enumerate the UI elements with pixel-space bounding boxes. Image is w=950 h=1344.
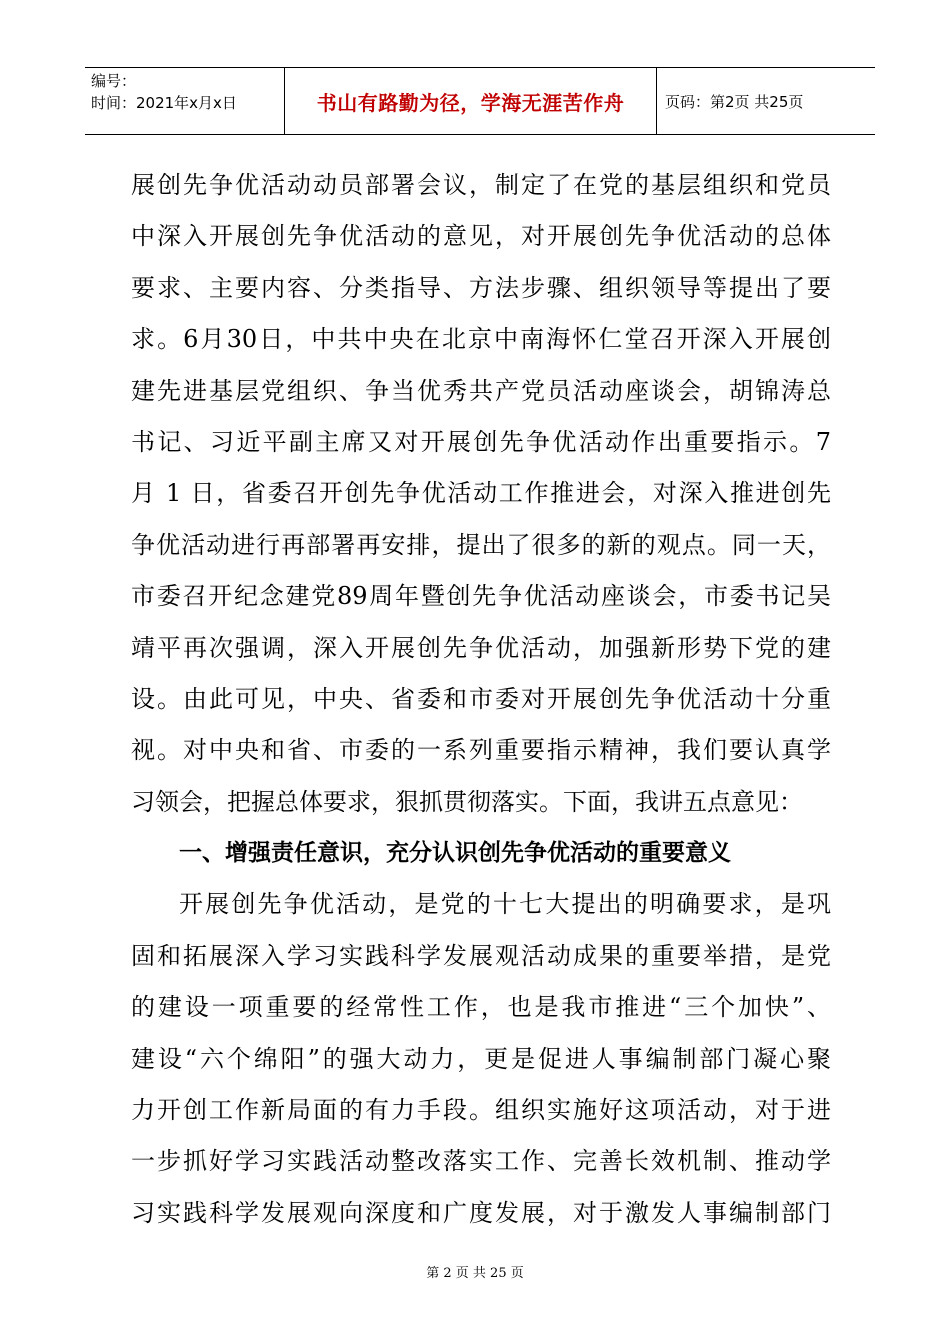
body-line: 视。对中央和省、市委的一系列重要指示精神，我们要认真学 (131, 736, 831, 765)
section-heading: 一、增强责任意识，充分认识创先争优活动的重要意义 (179, 840, 731, 867)
header-motto: 书山有路勤为径，学海无涯苦作舟 (316, 90, 625, 115)
page-footer: 第 2 页 共 25 页 (426, 1266, 524, 1281)
body-line: 一步抓好学习实践活动整改落实工作、完善长效机制、推动学 (131, 1147, 831, 1176)
header-page-cell (657, 68, 875, 134)
body-line: 力开创工作新局面的有力手段。组织实施好这项活动，对于进 (131, 1096, 831, 1125)
body-line: 要求、主要内容、分类指导、方法步骤、组织领导等提出了要 (131, 273, 831, 302)
header-motto-cell (285, 68, 657, 134)
body-line: 习实践科学发展观向深度和广度发展，对于激发人事编制部门 (131, 1198, 831, 1227)
body-line: 书记、习近平副主席又对开展创先争优活动作出重要指示。7 (131, 427, 831, 456)
body-line: 月 1 日，省委召开创先争优活动工作推进会，对深入推进创先 (131, 479, 831, 508)
body-line: 市委召开纪念建党89周年暨创先争优活动座谈会，市委书记吴 (131, 582, 831, 611)
body-line: 习领会，把握总体要求，狠抓贯彻落实。下面，我讲五点意见： (131, 787, 803, 816)
header-page-info: 页码：第2页 共25页 (665, 92, 804, 111)
body-line: 开展创先争优活动，是党的十七大提出的明确要求，是巩 (179, 890, 831, 919)
body-line: 中深入开展创先争优活动的意见，对开展创先争优活动的总体 (131, 222, 831, 251)
body-line: 靖平再次强调，深入开展创先争优活动，加强新形势下党的建 (131, 633, 831, 662)
document-header (85, 67, 875, 135)
body-line: 建设“六个绵阳”的强大动力，更是促进人事编制部门凝心聚 (131, 1044, 831, 1073)
body-line: 展创先争优活动动员部署会议，制定了在党的基层组织和党员 (131, 171, 831, 199)
header-number-label: 编号： (91, 72, 137, 90)
body-line: 固和拓展深入学习实践科学发展观活动成果的重要举措，是党 (131, 941, 831, 970)
body-line: 争优活动进行再部署再安排，提出了很多的新的观点。同一天， (131, 530, 831, 559)
body-line: 设。由此可见，中央、省委和市委对开展创先争优活动十分重 (131, 684, 831, 713)
header-time-label: 时间：2021年x月x日 (91, 94, 237, 112)
body-line: 建先进基层党组织、争当优秀共产党员活动座谈会，胡锦涛总 (131, 376, 831, 405)
body-line: 的建设一项重要的经常性工作，也是我市推进“三个加快”、 (131, 993, 831, 1022)
header-meta (85, 68, 285, 134)
body-line: 求。6月30日，中共中央在北京中南海怀仁堂召开深入开展创 (131, 325, 831, 354)
document-body (131, 160, 831, 1239)
